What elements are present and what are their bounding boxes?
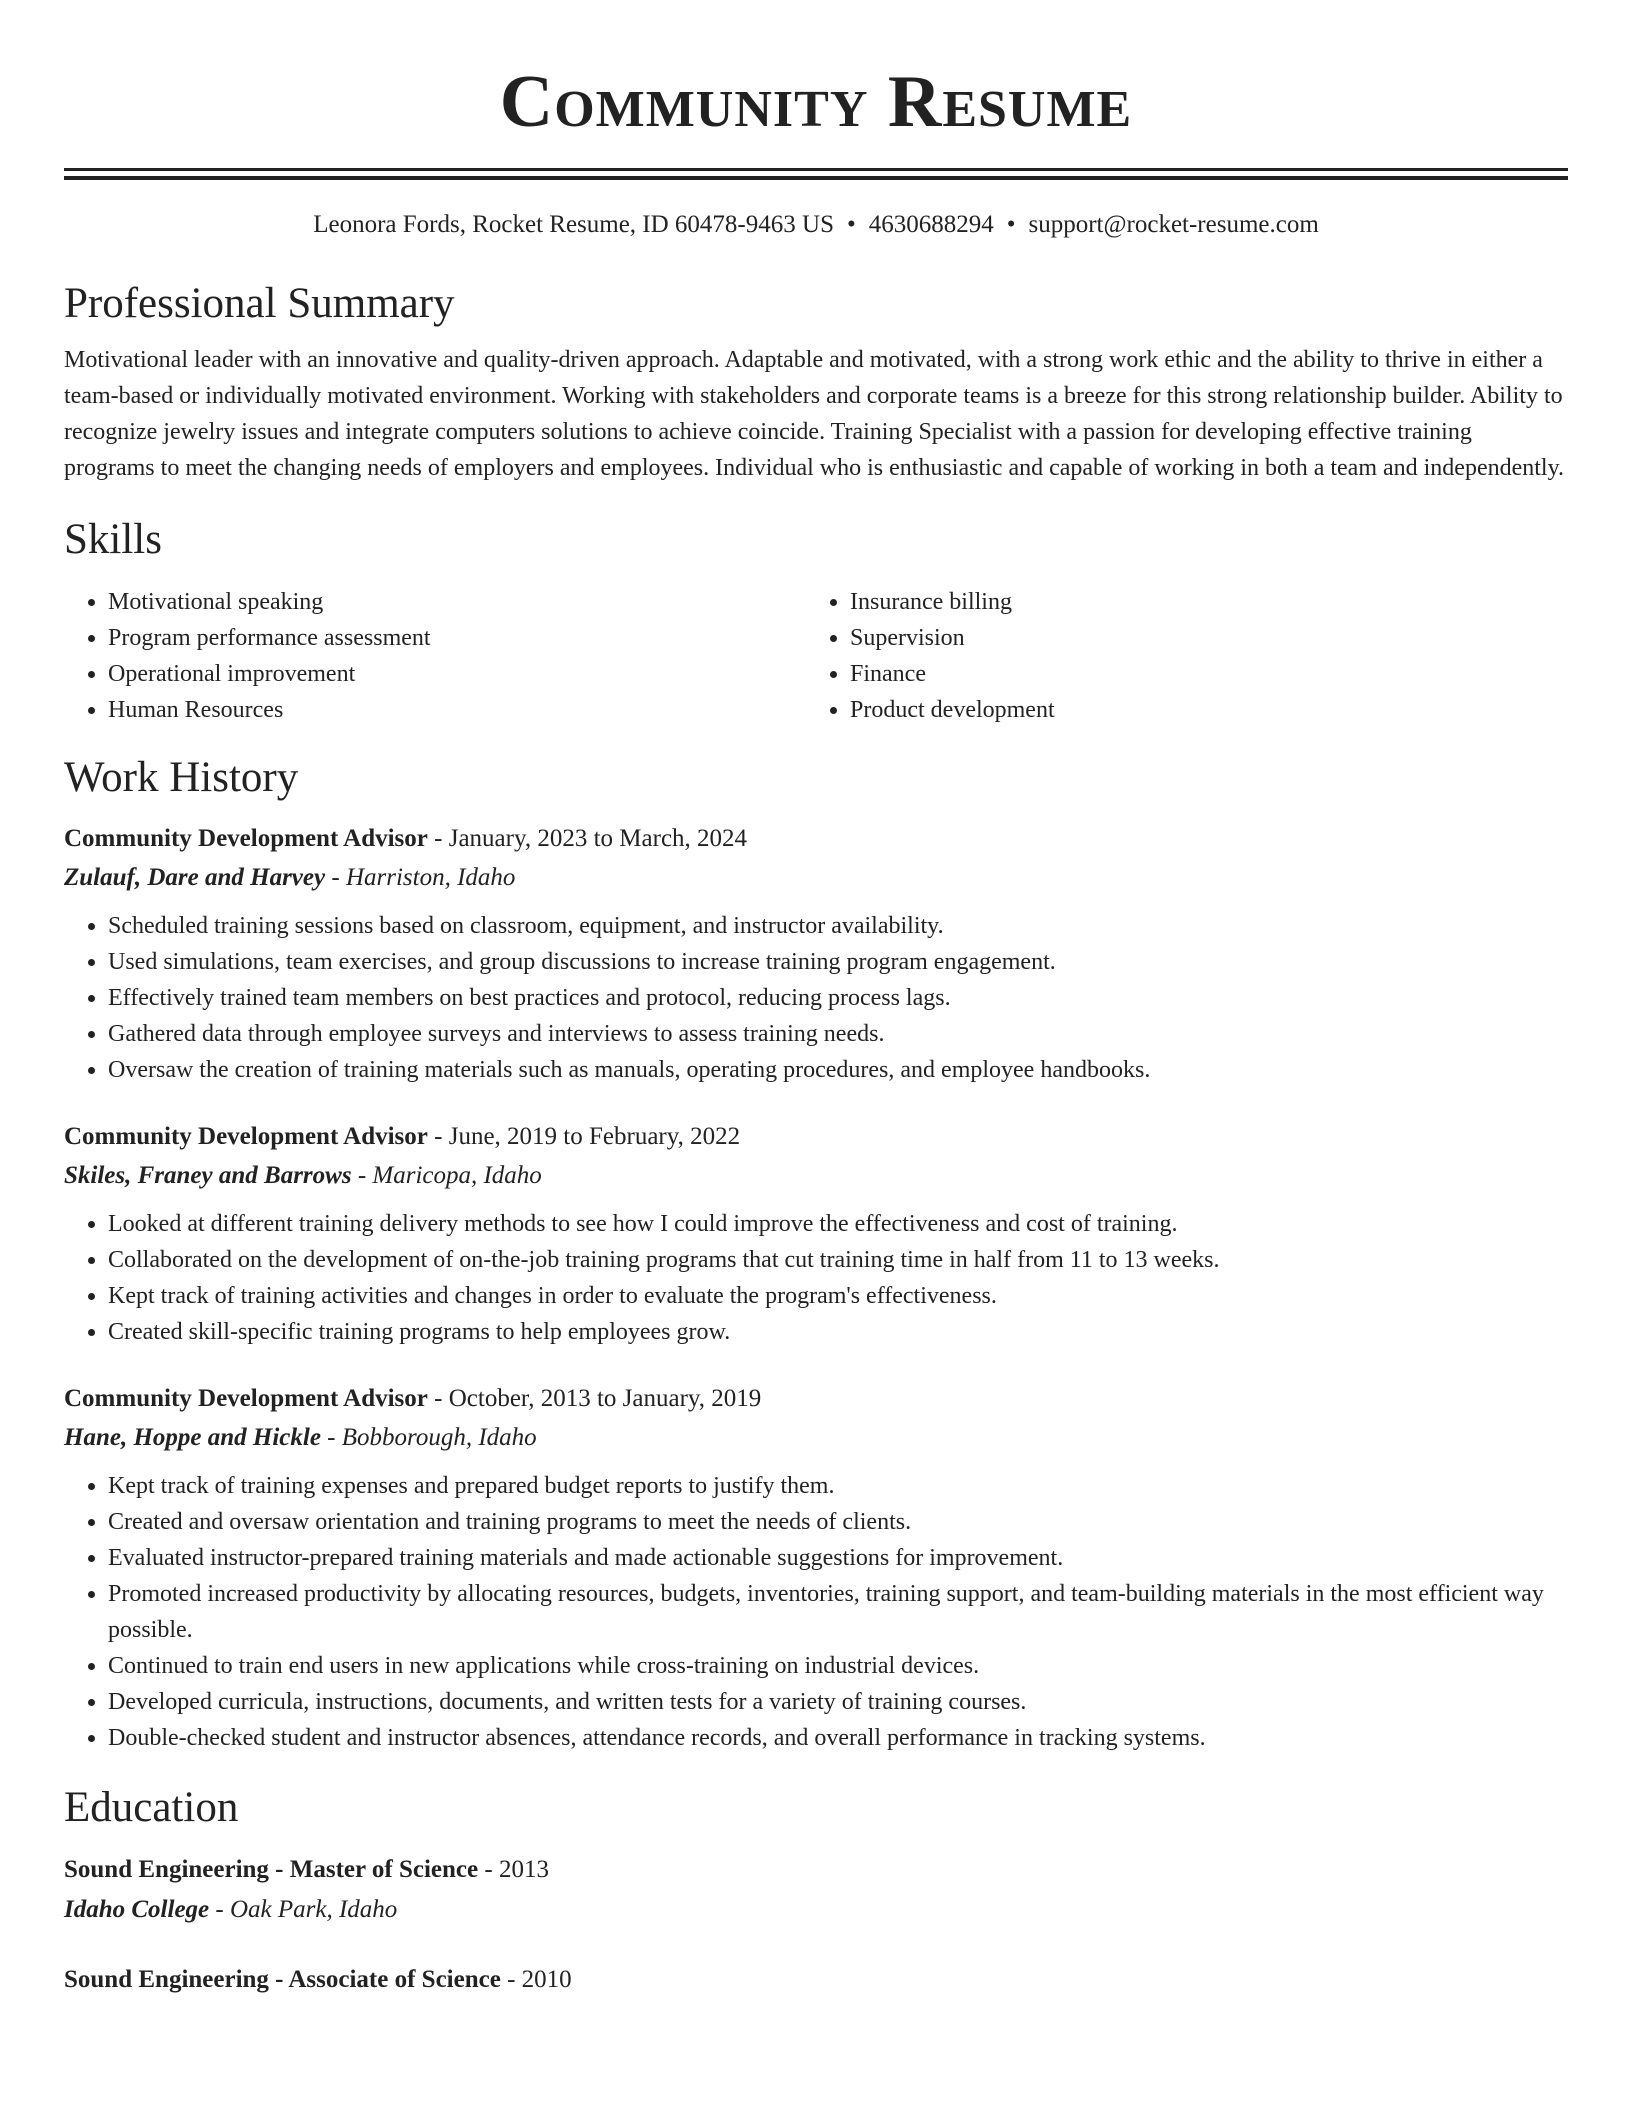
job-entry	[64, 1380, 1568, 1756]
title-divider-top	[64, 168, 1568, 171]
company-line: Hane, Hoppe and Hickle - Bobborough, Idaho	[64, 1424, 537, 1451]
education-heading: Education	[64, 1784, 239, 1831]
list-item: • Used simulations, team exercises, and group discussions to increase training program engagement.	[108, 944, 1568, 980]
skills-column-left	[64, 584, 806, 728]
degree-year: 2010	[521, 1966, 572, 1993]
degree-line: Sound Engineering - Master of Science - 2013	[64, 1856, 549, 1883]
degree-year: 2013	[498, 1856, 549, 1883]
company-location: Bobborough, Idaho	[341, 1424, 537, 1451]
job-entry	[64, 1118, 1568, 1350]
company-name: Zulauf, Dare and Harvey	[64, 864, 326, 891]
education-entry	[64, 1850, 1568, 1930]
job-duties	[64, 908, 1568, 1088]
list-item: • Gathered data through employee surveys and interviews to assess training needs.	[108, 1016, 1568, 1052]
company-location: Maricopa, Idaho	[372, 1162, 542, 1189]
skill-item: • Insurance billing	[850, 584, 1548, 620]
list-item: • Continued to train end users in new applications while cross-training on industrial devices.	[108, 1648, 1568, 1684]
list-item: • Kept track of training activities and changes in order to evaluate the program's effectiveness.	[108, 1278, 1568, 1314]
job-title: Community Development Advisor	[64, 825, 428, 852]
contact-separator: •	[846, 211, 856, 238]
skill-item: • Motivational speaking	[108, 584, 806, 620]
company-name: Skiles, Franey and Barrows	[64, 1162, 352, 1189]
job-title-line: Community Development Advisor - June, 2019 to February, 2022	[64, 1123, 741, 1150]
skills-grid	[64, 584, 1568, 728]
contact-phone: 4630688294	[868, 211, 994, 238]
title-divider-bottom	[64, 176, 1568, 180]
skill-item: • Finance	[850, 656, 1548, 692]
education-entry	[64, 1960, 1568, 2000]
list-item: • Collaborated on the development of on-the-job training programs that cut training time in half from 11 to 13 weeks.	[108, 1242, 1568, 1278]
list-item: • Effectively trained team members on best practices and protocol, reducing process lags.	[108, 980, 1568, 1016]
degree-name: Sound Engineering - Associate of Science	[64, 1966, 501, 1993]
skills-heading: Skills	[64, 516, 162, 563]
company-line: Zulauf, Dare and Harvey - Harriston, Idaho	[64, 864, 516, 891]
job-title-line: Community Development Advisor - January, 2023 to March, 2024	[64, 825, 748, 852]
summary-text: Motivational leader with an innovative and quality-driven approach. Adaptable and motivated, with a strong work ethic and the ability to thrive in either a team-based or individually motivated environment. Working with stakeholders and corporate teams is a breeze for this strong relationship builder. Ability to recognize jewelry issues and integrate computers solutions to achieve coincide. Training Specialist with a passion for developing effective training programs to meet the changing needs of employers and employees. Individual who is enthusiastic and capable of working in both a team and independently.	[64, 347, 1565, 481]
contact-address: Leonora Fords, Rocket Resume, ID 60478-9463 US	[313, 211, 834, 238]
skills-column-right	[806, 584, 1548, 728]
skill-item: • Supervision	[850, 620, 1548, 656]
skill-item: • Operational improvement	[108, 656, 806, 692]
contact-line	[64, 208, 1568, 242]
school-location: Oak Park, Idaho	[229, 1896, 398, 1923]
job-title: Community Development Advisor	[64, 1123, 428, 1150]
skill-item: • Human Resources	[108, 692, 806, 728]
list-item: • Created and oversaw orientation and training programs to meet the needs of clients.	[108, 1504, 1568, 1540]
contact-separator: •	[1006, 211, 1016, 238]
list-item: • Kept track of training expenses and prepared budget reports to justify them.	[108, 1468, 1568, 1504]
degree-line: Sound Engineering - Associate of Science - 2010	[64, 1966, 572, 1993]
school-name: Idaho College	[64, 1896, 210, 1923]
resume-title: Community Resume	[499, 61, 1133, 143]
job-title: Community Development Advisor	[64, 1385, 428, 1412]
work-history-heading: Work History	[64, 754, 299, 801]
job-dates: October, 2013 to January, 2019	[448, 1385, 762, 1412]
list-item: • Created skill-specific training programs to help employees grow.	[108, 1314, 1568, 1350]
job-entry	[64, 820, 1568, 1088]
list-item: • Promoted increased productivity by allocating resources, budgets, inventories, training support, and team-building materials in the most efficient way possible.	[108, 1576, 1568, 1648]
list-item: • Developed curricula, instructions, documents, and written tests for a variety of training courses.	[108, 1684, 1568, 1720]
job-duties	[64, 1468, 1568, 1756]
list-item: • Double-checked student and instructor absences, attendance records, and overall performance in tracking systems.	[108, 1720, 1568, 1756]
degree-name: Sound Engineering - Master of Science	[64, 1856, 479, 1883]
list-item: • Scheduled training sessions based on classroom, equipment, and instructor availability.	[108, 908, 1568, 944]
contact-email: support@rocket-resume.com	[1028, 211, 1319, 238]
company-location: Harriston, Idaho	[345, 864, 516, 891]
summary-heading: Professional Summary	[64, 280, 455, 327]
skill-item: • Program performance assessment	[108, 620, 806, 656]
skill-item: • Product development	[850, 692, 1548, 728]
school-line: Idaho College - Oak Park, Idaho	[64, 1896, 398, 1923]
job-dates: January, 2023 to March, 2024	[448, 825, 748, 852]
list-item: • Looked at different training delivery methods to see how I could improve the effectiveness and cost of training.	[108, 1206, 1568, 1242]
job-duties	[64, 1206, 1568, 1350]
job-title-line: Community Development Advisor - October, 2013 to January, 2019	[64, 1385, 762, 1412]
list-item: • Oversaw the creation of training materials such as manuals, operating procedures, and employee handbooks.	[108, 1052, 1568, 1088]
job-dates: June, 2019 to February, 2022	[448, 1123, 741, 1150]
company-line: Skiles, Franey and Barrows - Maricopa, Idaho	[64, 1162, 542, 1189]
list-item: • Evaluated instructor-prepared training materials and made actionable suggestions for improvement.	[108, 1540, 1568, 1576]
company-name: Hane, Hoppe and Hickle	[64, 1424, 321, 1451]
